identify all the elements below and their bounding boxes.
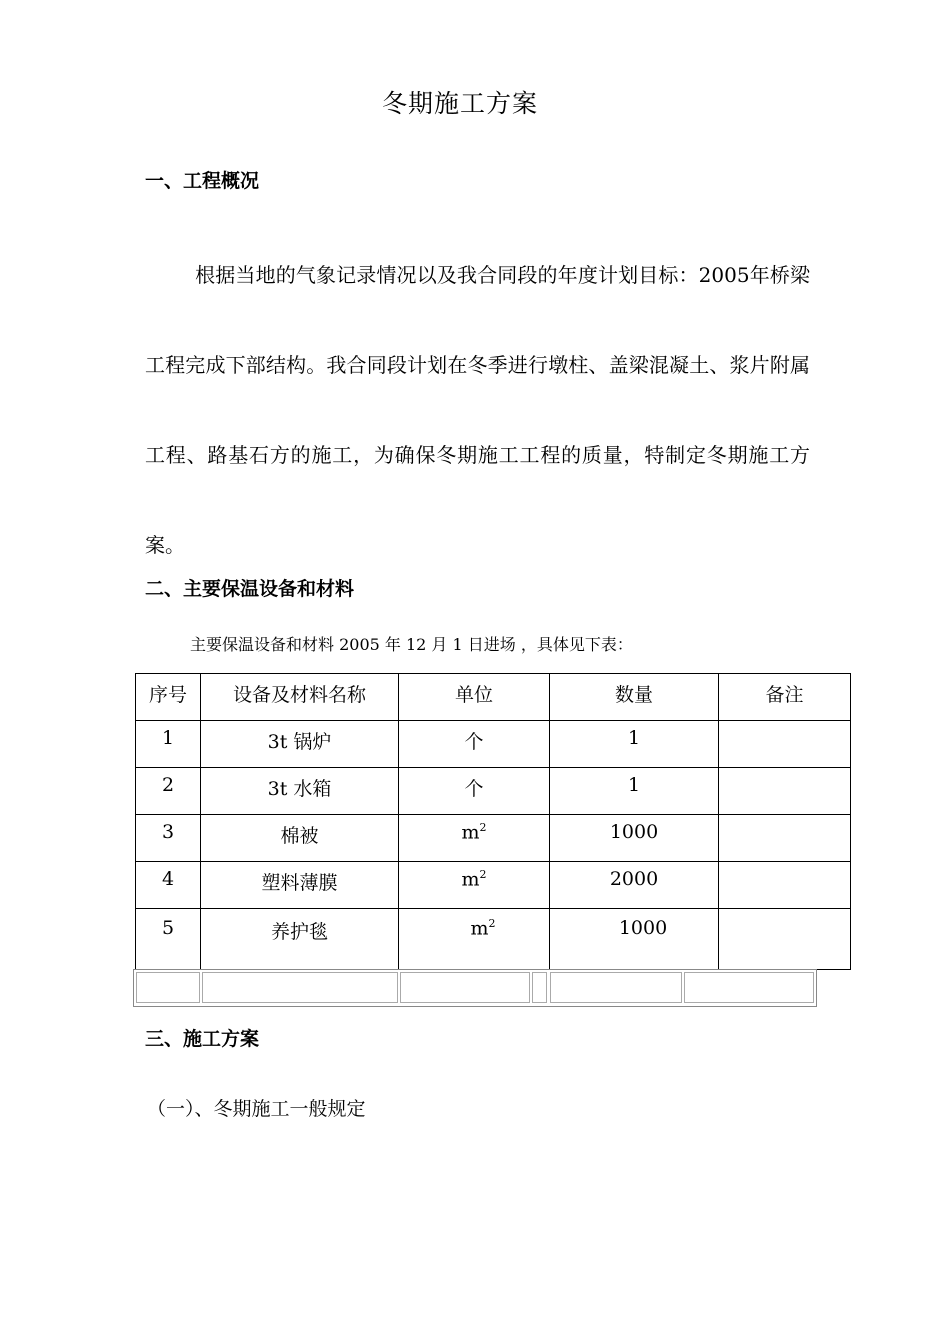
empty-cell — [202, 972, 398, 1003]
row-note — [719, 909, 851, 970]
row-no: 5 — [136, 909, 201, 970]
header-note: 备注 — [719, 674, 851, 721]
row-note — [719, 815, 851, 862]
row-name: 3t 锅炉 — [201, 721, 399, 768]
row-qty: 1000 — [550, 815, 719, 862]
table-header-row — [136, 674, 851, 721]
row-unit-cell — [399, 862, 550, 909]
row-no: 2 — [136, 768, 201, 815]
row-unit-cell — [399, 815, 550, 862]
empty-table-row — [133, 969, 817, 1007]
section-heading-overview: 一、工程概况 — [145, 170, 260, 192]
empty-cell — [532, 972, 547, 1003]
header-name: 设备及材料名称 — [201, 674, 399, 721]
row-qty: 2000 — [550, 862, 719, 909]
empty-cell — [684, 972, 814, 1003]
row-unit: m — [461, 821, 480, 844]
unit-exponent: 2 — [479, 821, 487, 834]
equipment-intro: 主要保温设备和材料 2005 年 12 月 1 日进场 ，具体见下表： — [190, 635, 633, 654]
row-name: 养护毯 — [201, 909, 399, 970]
row-unit: m — [470, 917, 489, 940]
header-unit: 单位 — [399, 674, 550, 721]
table-row — [136, 815, 851, 862]
empty-cell — [400, 972, 530, 1003]
row-no: 4 — [136, 862, 201, 909]
row-unit-cell — [399, 909, 550, 970]
row-qty: 1000 — [550, 909, 719, 970]
row-name: 棉被 — [201, 815, 399, 862]
row-no: 3 — [136, 815, 201, 862]
empty-cell — [550, 972, 682, 1003]
row-unit: m — [461, 868, 480, 891]
row-unit: 个 — [399, 721, 550, 768]
header-no: 序号 — [136, 674, 201, 721]
empty-cell — [136, 972, 200, 1003]
row-note — [719, 862, 851, 909]
row-unit: 个 — [399, 768, 550, 815]
table-row — [136, 768, 851, 815]
unit-exponent: 2 — [479, 868, 487, 881]
row-qty: 1 — [550, 721, 719, 768]
equipment-table — [135, 673, 851, 970]
section-heading-equipment: 二、主要保温设备和材料 — [145, 578, 355, 600]
row-name: 塑料薄膜 — [201, 862, 399, 909]
table-row — [136, 862, 851, 909]
row-no: 1 — [136, 721, 201, 768]
document-title: 冬期施工方案 — [381, 89, 538, 118]
subsection-heading: （一）、冬期施工一般规定 — [147, 1098, 366, 1120]
header-qty: 数量 — [550, 674, 719, 721]
unit-exponent: 2 — [488, 917, 496, 930]
row-qty: 1 — [550, 768, 719, 815]
row-note — [719, 768, 851, 815]
table-row — [136, 909, 851, 970]
row-name: 3t 水箱 — [201, 768, 399, 815]
table-row — [136, 721, 851, 768]
section-heading-plan: 三、施工方案 — [145, 1028, 260, 1050]
overview-paragraph — [145, 230, 810, 590]
overview-text: 根据当地的气象记录情况以及我合同段的年度计划目标：2005年桥梁工程完成下部结构。我合同段计划在冬季进行墩柱、盖梁混凝土、浆片附属工程、路基石方的施工，为确保冬期施工工程的质量，特制定冬期施工方案。 — [145, 263, 810, 557]
row-note — [719, 721, 851, 768]
